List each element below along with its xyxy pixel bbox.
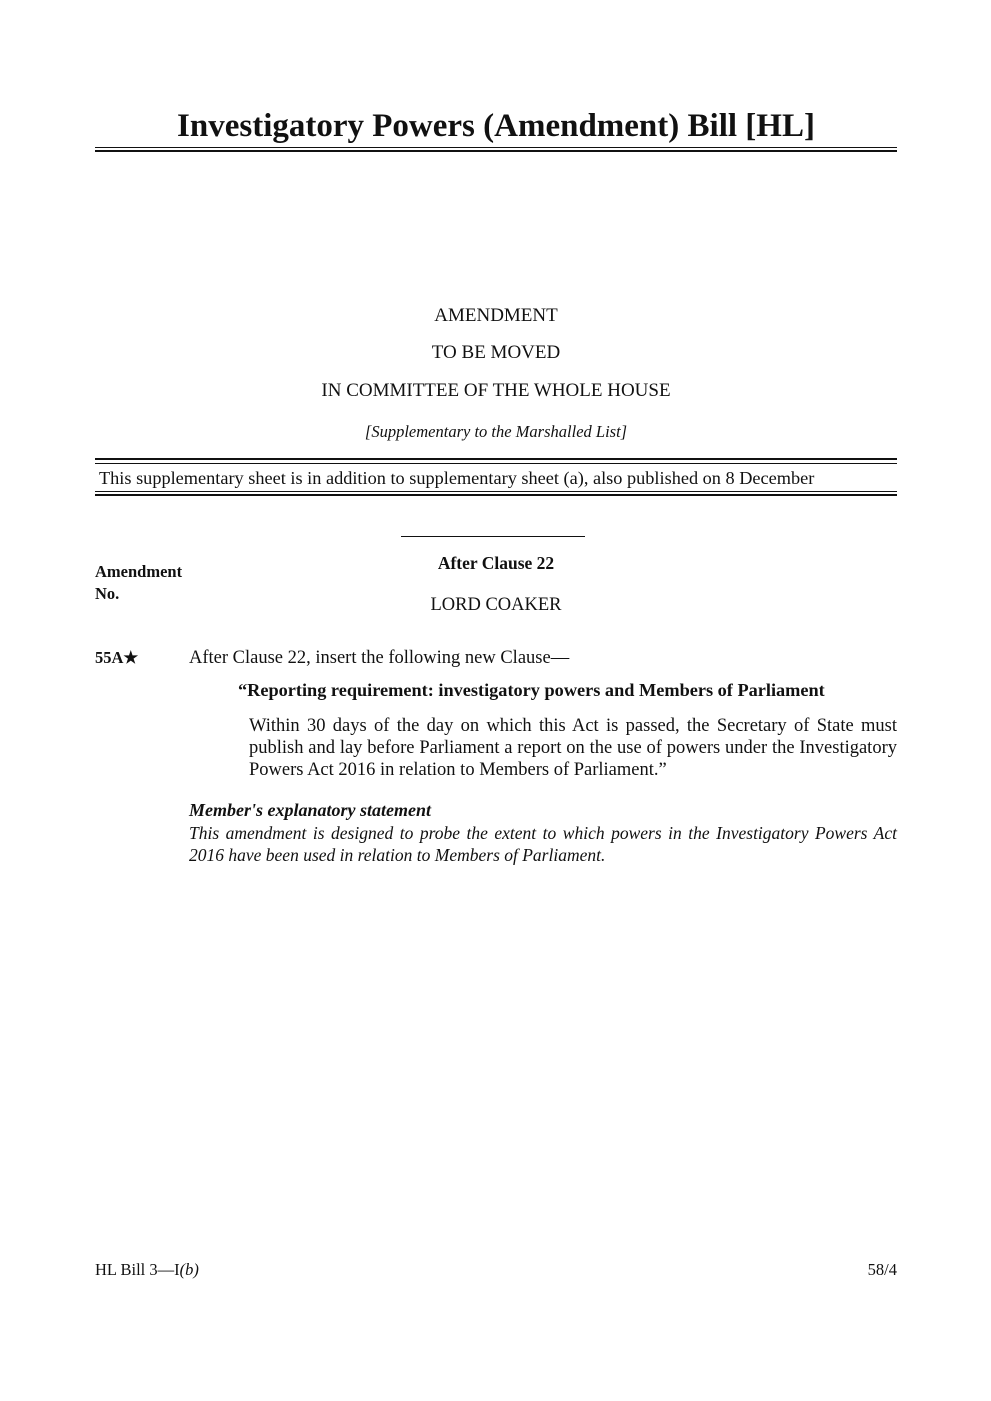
notice-rule-bottom-thick xyxy=(95,494,897,496)
clause-heading: “Reporting requirement: investigatory powers and Members of Parliament xyxy=(238,680,825,700)
bill-reference xyxy=(95,1260,199,1280)
committee-label: IN COMMITTEE OF THE WHOLE HOUSE xyxy=(321,380,671,401)
mover-name: LORD COAKER xyxy=(430,595,562,615)
title-rule-thin xyxy=(95,147,897,148)
explanatory-statement-heading: Member's explanatory statement xyxy=(189,800,431,820)
title-rule-thick xyxy=(95,150,897,152)
amendment-no-label: Amendment xyxy=(95,562,183,581)
marshalled-list-note: [Supplementary to the Marshalled List] xyxy=(364,422,628,441)
section-heading: After Clause 22 xyxy=(437,553,555,573)
amendment-instruction: After Clause 22, insert the following new Clause— xyxy=(189,648,570,668)
page-reference: 58/4 xyxy=(867,1260,897,1279)
page-title: Investigatory Powers (Amendment) Bill [HL] xyxy=(177,108,815,144)
bill-reference-suffix: (b) xyxy=(179,1260,199,1279)
explanatory-statement-text: This amendment is designed to probe the extent to which powers in the Investigatory Powers Act 2016 have been used in relation to Members of Parliament. xyxy=(189,823,897,865)
notice-rule-top-thick xyxy=(95,458,897,460)
clause-text: Within 30 days of the day on which this Act is passed, the Secretary of State must publish and lay before Parliament a report on the use of powers under the Investigatory Powers Act 2016 in relation to Members of Parliament.” xyxy=(249,716,897,780)
amendment-no-label-2: No. xyxy=(95,584,120,603)
to-be-moved-label: TO BE MOVED xyxy=(431,342,561,363)
notice-rule-top-thin xyxy=(95,463,897,464)
amendment-label: AMENDMENT xyxy=(434,305,558,326)
supplementary-notice: This supplementary sheet is in addition to supplementary sheet (a), also published on 8 December xyxy=(99,468,815,488)
amendment-number: 55A★ xyxy=(95,648,139,667)
bill-reference-main: HL Bill 3—I xyxy=(95,1260,180,1279)
notice-rule-bottom-thin xyxy=(95,491,897,492)
section-divider xyxy=(401,536,585,537)
